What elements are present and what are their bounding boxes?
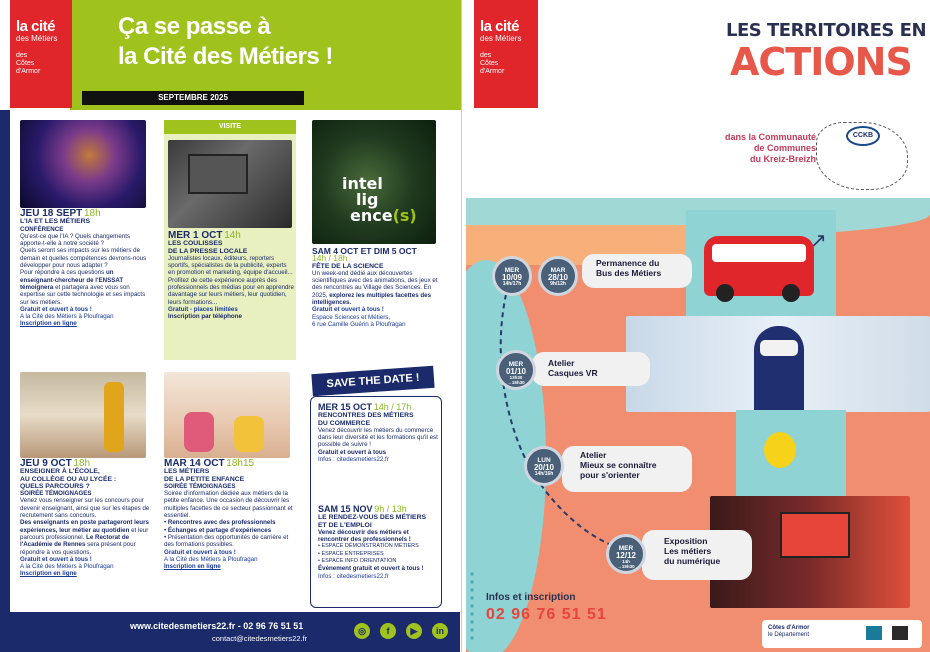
subtitle: dans la Communauté de Communes du Kreiz-Breizh — [724, 132, 816, 164]
page-title: Ça se passe à la Cité des Métiers ! — [118, 13, 333, 70]
event-petite-enfance: MAR 14 OCT 18h15 LES MÉTIERS DE LA PETITE ENFANCE SOIRÉE TÉMOIGNAGES Soirée d'information dédiée aux métiers de la petite enfance. Une occasion de découvrir les multiples facettes de ce secteur passionnant et essentiel. • Rencontres avec des professionnels • Échanges et partage d'expériences • Présentation des opportunités de carrière et des formations possibles. Gratuit et ouvert à tous ! A la Cité des Métiers à Ploufragan Inscription en ligne — [164, 460, 298, 570]
timeline-dash — [501, 260, 626, 550]
event-commerce: MER 15 OCT 14h / 17h RENCONTRES DES MÉTIERS DU COMMERCE Venez découvrir les métiers du commerce dans leur diversité et les formations qu'il est possible de suivre ! Gratuit et ouvert à tous Infos : citedesmetiers22.fr — [318, 402, 438, 464]
monitor-shape — [188, 154, 248, 194]
month-banner: SEPTEMBRE 2025 — [82, 91, 304, 105]
event-enseigner: JEU 9 OCT 18h ENSEIGNER À L'ÉCOLE, AU COLLÈGE OU AU LYCÉE : QUELS PARCOURS ? SOIRÉE TÉMOIGNAGES Venez vous renseigner sur les concours pour devenir enseignant, ainsi que sur les étapes de recrutement sans concours. Des enseignants en poste partageront leurs expériences, leur métier au quotidien et leur parcours professionnel. Le Rectorat de l'Académie de Rennes sera présent pour répondre à vos questions. Gratuit et ouvert à tous ! A la Cité des Métiers à Ploufragan Inscription en ligne — [20, 458, 150, 578]
title-actions: ACTIONS — [730, 40, 912, 84]
infos-label: Infos et inscription — [486, 592, 576, 603]
linkedin-icon[interactable]: in — [432, 623, 448, 639]
ev1-inscription-link[interactable]: Inscription en ligne — [20, 320, 77, 328]
logo-cite-des-metiers-right: la cité des Métiers des Côtes d'Armor — [474, 0, 538, 108]
partner-mark-icon — [866, 626, 882, 640]
lightbulb-icon — [764, 432, 796, 468]
childcare-photo — [164, 372, 290, 458]
partner-mark-icon-2 — [892, 626, 908, 640]
phone-number[interactable]: 02 96 76 51 51 — [486, 606, 607, 623]
event-science: SAM 4 OCT ET DIM 5 OCT 14h / 18h FÊTE DE LA SCIENCE Un week-end dédié aux découvertes scientifiques avec des animations, des jeux et des rencontres au Village des Sciences. En 2025, explorez les multiples facettes des intelligences. Gratuit et ouvert à tous ! Espace Sciences et Métiers, 6 rue Camille Guérin à Ploufragan — [312, 246, 438, 328]
label-permanence: Permanence du Bus des Métiers — [596, 258, 662, 278]
intelligences-photo: intel lig ence(s) — [312, 120, 436, 244]
label-vr: Atelier Casques VR — [548, 358, 598, 378]
newsroom-photo — [168, 140, 292, 228]
save-the-date-banner: SAVE THE DATE ! — [311, 366, 434, 396]
event-presse: MER 1 OCT 14h LES COULISSES DE LA PRESSE LOCALE Journalistes locaux, éditeurs, reporters sportifs, spécialistes de la publicité, experts en promotion et marketing, équipe d'accueil... Profitez de cette expérience auprès des professionnels des médias pour en apprendre davantage sur leurs métiers, leur quotidien, leurs formations... Gratuit - places limitées Inscription par téléphone — [168, 230, 294, 321]
partner-logos — [762, 620, 922, 648]
youtube-icon[interactable]: ▶ — [406, 623, 422, 639]
facebook-icon[interactable]: f — [380, 623, 396, 639]
logo-cite-des-metiers: la cité des Métiers des Côtes d'Armor — [10, 0, 72, 108]
ev5-inscription-link[interactable]: Inscription en ligne — [164, 563, 221, 571]
cotes-darmor-logo: Côtes d'Armor le Département — [768, 625, 810, 638]
label-orientation: Atelier Mieux se connaître pour s'orienter — [580, 450, 657, 480]
ai-photo — [20, 120, 146, 208]
visite-badge: VISITE — [164, 120, 296, 134]
date-badge-1: MER 10/09 14h/17h — [492, 256, 532, 296]
side-bar — [0, 110, 10, 652]
bus-icon — [704, 236, 814, 296]
event-emploi: SAM 15 NOV 9h / 13h LE RENDEZ-VOUS DES MÉTIERS ET DE L'EMPLOI Venez découvrir des métiers et rencontrer des professionnels ! • ESPACE DÉMONSTRATION MÉTIERS • ESPACE ENTREPRISES • ESPACE INFO ORIENTATION Évènement gratuit et ouvert à tous ! Infos : citedesmetiers22.fr — [318, 504, 427, 580]
event-ia: JEU 18 SEPT 18h L'IA ET LES MÉTIERS CONFÉRENCE Qu'est-ce que l'IA ? Quels changements apporte-t-elle à notre société ? Quels seront ses impacts sur les métiers de demain et quelles compétences devrons-nous développer pour nous adapter ? Pour répondre à ces questions un enseignant-chercheur de l'ENSSAT témoignera et partagera avec vous son expertise sur cette technologie et ses impacts sur les métiers. Gratuit et ouvert à tous ! A la Cité des Métiers à Ploufragan Inscription en ligne — [20, 210, 150, 328]
label-exposition: Exposition Les métiers du numérique — [664, 536, 721, 566]
date-badge-5: MER 12/12 14h →15h30 — [606, 534, 646, 574]
vr-photo — [626, 316, 930, 412]
cckb-badge: CCKB — [846, 126, 880, 146]
left-flyer — [0, 0, 462, 652]
ev2-inscription-link[interactable]: Inscription par téléphone — [168, 313, 242, 321]
right-flyer — [466, 0, 930, 652]
date-badge-2: MAR 28/10 9h/12h — [538, 256, 578, 296]
instagram-icon[interactable]: ◎ — [354, 623, 370, 639]
footer-website[interactable]: www.citedesmetiers22.fr - 02 96 76 51 51 — [130, 621, 304, 631]
classroom-photo — [20, 372, 146, 458]
date-badge-4: LUN 20/10 14h/16h — [524, 446, 564, 486]
title-territoires: LES TERRITOIRES EN — [726, 20, 927, 41]
dotted-decoration — [468, 570, 476, 640]
ev4-inscription-link[interactable]: Inscription en ligne — [20, 570, 77, 578]
arrow-icon: ↗ — [810, 230, 827, 252]
footer-email[interactable]: contact@citedesmetiers22.fr — [212, 634, 308, 643]
date-badge-3: MER 01/10 13h30 →15h30 — [496, 350, 536, 390]
